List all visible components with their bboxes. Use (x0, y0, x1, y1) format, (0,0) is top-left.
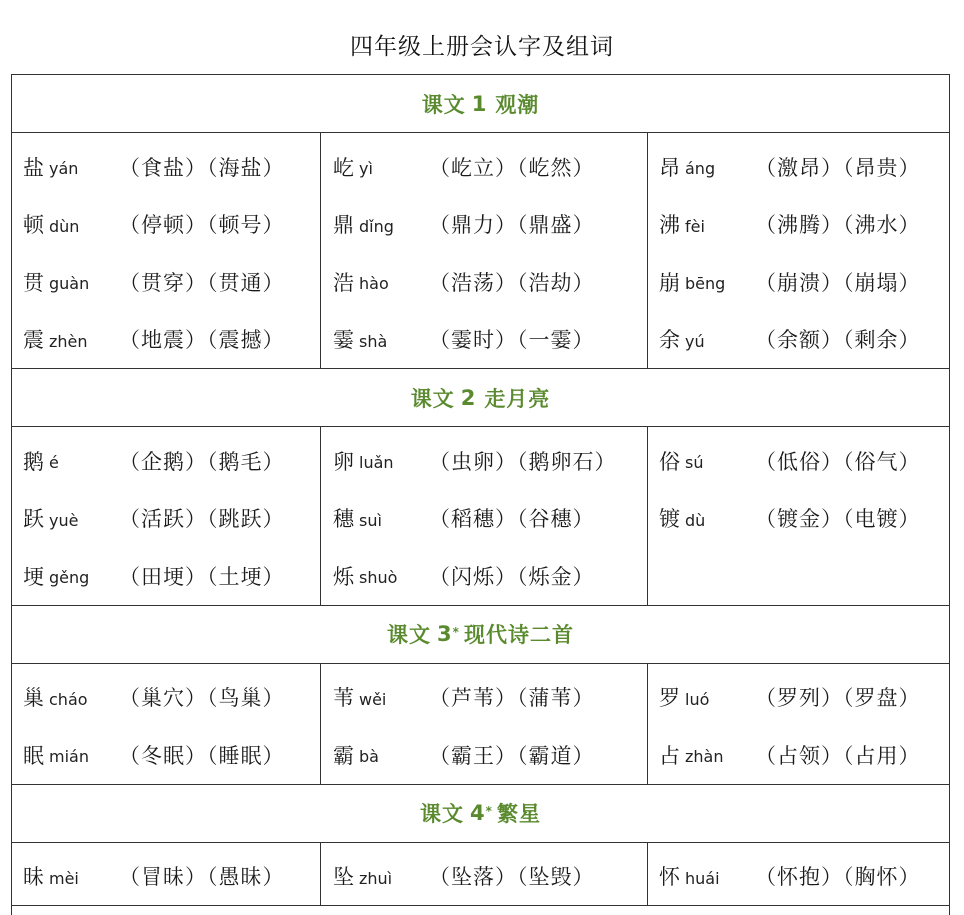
vocabulary-table (11, 74, 950, 915)
lesson-header (12, 75, 949, 133)
pinyin: é (49, 453, 59, 473)
character: 余 (659, 328, 680, 353)
character: 怀 (659, 865, 680, 890)
word-group: （贯穿）（贯通） (119, 270, 285, 295)
lesson-name: 现代诗二首 (463, 623, 574, 647)
character: 罗 (659, 686, 680, 711)
character: 卵 (333, 449, 354, 474)
character-entry (648, 311, 949, 369)
pinyin: yán (49, 159, 79, 179)
character-entry (648, 253, 949, 311)
lesson-word-grid (12, 843, 949, 907)
character-entry (321, 726, 647, 784)
character: 镀 (659, 507, 680, 532)
character-entry (12, 311, 320, 369)
character-entry (648, 432, 949, 490)
word-column (320, 427, 647, 605)
word-group: （田埂）（土埂） (119, 564, 285, 589)
pinyin: hào (359, 274, 389, 294)
character-entry (648, 726, 949, 784)
word-column (12, 427, 320, 605)
character: 昂 (659, 155, 680, 180)
pinyin: luǎn (359, 453, 394, 473)
character-entry (321, 848, 647, 906)
character-entry (12, 547, 320, 605)
lesson-label: 课文 (387, 623, 432, 647)
character: 俗 (659, 449, 680, 474)
pinyin: dù (685, 510, 706, 530)
word-group: （霸王）（霸道） (429, 743, 595, 768)
word-column (12, 843, 320, 906)
pinyin: yú (685, 331, 705, 351)
character: 跃 (23, 507, 44, 532)
character: 苇 (333, 686, 354, 711)
word-group: （巢穴）（鸟巢） (119, 686, 285, 711)
word-group: （镀金）（电镀） (755, 507, 921, 532)
word-column (647, 843, 949, 906)
character-entry (648, 848, 949, 906)
word-group: （屹立）（屹然） (429, 155, 595, 180)
character: 眠 (23, 743, 44, 768)
word-column (647, 133, 949, 368)
word-group: （怀抱）（胸怀） (755, 865, 921, 890)
pinyin: fèi (685, 216, 705, 236)
word-group: （芦苇）（蒲苇） (429, 686, 595, 711)
pinyin: zhuì (359, 868, 393, 888)
lesson-label: 课文 (421, 92, 466, 117)
word-group: （浩荡）（浩劫） (429, 270, 595, 295)
word-group: （虫卵）（鹅卵石） (429, 449, 617, 474)
character-entry (321, 138, 647, 196)
lesson-header (12, 369, 949, 427)
character: 震 (23, 328, 44, 353)
character-entry (321, 669, 647, 727)
word-group: （崩溃）（崩塌） (755, 270, 921, 295)
word-group: （罗列）（罗盘） (755, 686, 921, 711)
character: 鹅 (23, 449, 44, 474)
word-group: （激昂）（昂贵） (755, 155, 921, 180)
pinyin: dǐng (359, 216, 394, 236)
pinyin: sú (685, 453, 704, 473)
pinyin: áng (685, 159, 716, 179)
character: 沸 (659, 213, 680, 238)
character: 霸 (333, 743, 354, 768)
word-group: （霎时）（一霎） (429, 328, 595, 353)
character: 坠 (333, 865, 354, 890)
pinyin: yuè (49, 510, 79, 530)
pinyin: guàn (49, 274, 90, 294)
word-group: （食盐）（海盐） (119, 155, 285, 180)
lesson-label: 课文 (420, 802, 465, 826)
pinyin: cháo (49, 689, 88, 709)
lesson-label: 课文 (410, 386, 455, 411)
character-entry (321, 432, 647, 490)
character-entry (321, 196, 647, 254)
pinyin: shuò (359, 568, 398, 588)
character-entry (321, 547, 647, 605)
character: 鼎 (333, 213, 354, 238)
word-group: （占领）（占用） (755, 743, 921, 768)
pinyin: mèi (49, 868, 79, 888)
character-entry (648, 138, 949, 196)
character-entry (12, 253, 320, 311)
character: 顿 (23, 213, 44, 238)
character: 埂 (23, 564, 44, 589)
word-group: （企鹅）（鹅毛） (119, 449, 285, 474)
pinyin: zhèn (49, 331, 88, 351)
character-entry (12, 432, 320, 490)
character: 崩 (659, 270, 680, 295)
character: 穗 (333, 507, 354, 532)
character: 昧 (23, 865, 44, 890)
word-column (647, 427, 949, 605)
character-entry (12, 490, 320, 548)
lesson-word-grid (12, 427, 949, 606)
character: 巢 (23, 686, 44, 711)
pinyin: suì (359, 510, 382, 530)
pinyin: bēng (685, 274, 726, 294)
pinyin: wěi (359, 689, 387, 709)
character-entry (321, 253, 647, 311)
character: 浩 (333, 270, 354, 295)
pinyin: shà (359, 331, 388, 351)
pinyin: dùn (49, 216, 80, 236)
pinyin: gěng (49, 568, 90, 588)
lesson-number: 4 (470, 801, 486, 825)
word-group: （坠落）（坠毁） (429, 865, 595, 890)
character: 贯 (23, 270, 44, 295)
lesson-name: 繁星 (496, 802, 541, 826)
character-entry (648, 490, 949, 548)
word-column (647, 664, 949, 784)
character-entry (648, 196, 949, 254)
word-group: （活跃）（跳跃） (119, 507, 285, 532)
word-column (12, 133, 320, 368)
word-group: （稻穗）（谷穗） (429, 507, 595, 532)
word-group: （余额）（剩余） (755, 328, 921, 353)
word-column (320, 133, 647, 368)
word-group: （停顿）（顿号） (119, 213, 285, 238)
lesson-header (12, 785, 949, 843)
optional-lesson-star: * (452, 625, 460, 639)
character-entry (648, 669, 949, 727)
pinyin: zhàn (685, 747, 724, 767)
character: 占 (659, 743, 680, 768)
character: 屹 (333, 155, 354, 180)
pinyin: bà (359, 747, 379, 767)
lesson-number: 3 (437, 622, 453, 646)
lesson-number: 1 (471, 91, 488, 116)
pinyin: yì (359, 159, 373, 179)
character-entry (12, 726, 320, 784)
word-group: （冒昧）（愚昧） (119, 865, 285, 890)
word-group: （沸腾）（沸水） (755, 213, 921, 238)
word-column (320, 664, 647, 784)
pinyin: huái (685, 868, 720, 888)
word-group: （鼎力）（鼎盛） (429, 213, 595, 238)
word-group: （冬眠）（睡眠） (119, 743, 285, 768)
character-entry (12, 848, 320, 906)
character: 烁 (333, 564, 354, 589)
lesson-word-grid (12, 664, 949, 785)
word-group: （地震）（震撼） (119, 328, 285, 353)
lesson-number: 2 (460, 385, 477, 410)
word-group: （低俗）（俗气） (755, 449, 921, 474)
pinyin: luó (685, 689, 710, 709)
word-group: （闪烁）（烁金） (429, 564, 595, 589)
word-column (320, 843, 647, 906)
page-title: 四年级上册会认字及组词 (350, 34, 614, 60)
lesson-name: 观潮 (495, 92, 540, 117)
word-column (12, 664, 320, 784)
character-entry (12, 196, 320, 254)
character-entry (12, 138, 320, 196)
character-entry (321, 311, 647, 369)
character-entry (321, 490, 647, 548)
optional-lesson-star: * (485, 804, 493, 818)
character-entry (12, 669, 320, 727)
character: 盐 (23, 155, 44, 180)
pinyin: mián (49, 747, 89, 767)
lesson-word-grid (12, 133, 949, 369)
lesson-header (12, 606, 949, 664)
character: 霎 (333, 328, 354, 353)
lesson-name: 走月亮 (484, 386, 551, 411)
